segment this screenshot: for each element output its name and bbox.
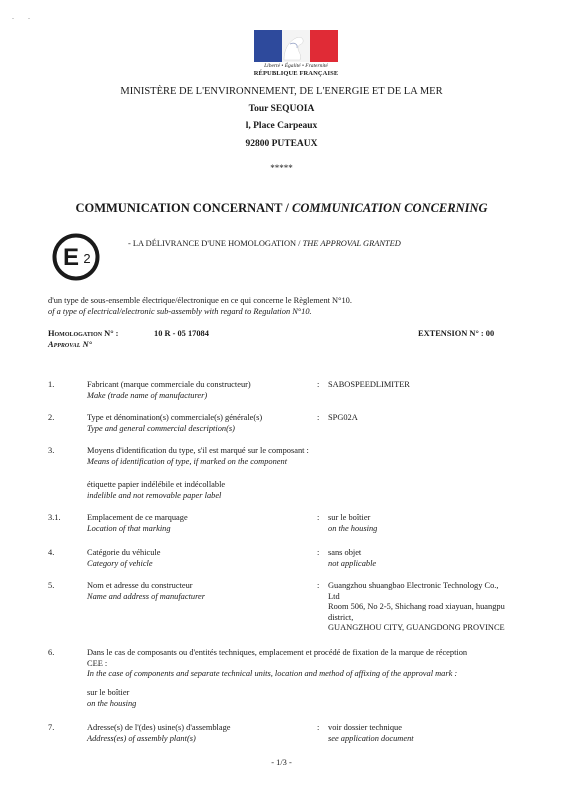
item-label-fr: Moyens d'identification du type, s'il est marqué sur le composant : <box>87 446 309 455</box>
manufacturer-line: district, <box>328 612 354 622</box>
address-line-1: Tour SEQUOIA <box>248 104 315 114</box>
intro-fr: d'un type de sous-ensemble électrique/électronique en ce qui concerne le Règlement N°10. <box>48 296 352 305</box>
item-colon: : <box>317 581 320 590</box>
item-colon: : <box>317 413 320 422</box>
homologation-label <box>48 329 118 350</box>
republic-logo <box>252 30 340 77</box>
item-label <box>87 446 537 467</box>
item-number: 6. <box>48 648 55 657</box>
item-number: 3.1. <box>48 513 61 522</box>
subject-line <box>128 239 401 250</box>
intro-text <box>48 296 548 317</box>
item-label <box>87 581 205 602</box>
item-colon: : <box>317 513 320 522</box>
subject-en: THE APPROVAL GRANTED <box>302 239 401 248</box>
item-label <box>87 548 161 569</box>
item-value <box>328 723 543 744</box>
item-value: SABOSPEEDLIMITER <box>328 380 410 389</box>
homologation-label-en: Approval N° <box>48 339 92 349</box>
address-line-2: l, Place Carpeaux <box>245 121 318 131</box>
item-label <box>87 513 188 534</box>
homologation-label-fr: Homologation N° : <box>48 329 119 338</box>
item-value-fr: sur le boîtier <box>328 513 371 522</box>
item-value-en: indelible and not removable paper label <box>87 490 222 500</box>
item-label-en: Category of vehicle <box>87 558 153 568</box>
item-label-fr: Dans le cas de composants ou d'entités techniques, emplacement et procédé de fixation de la marque de réception <box>87 648 468 657</box>
item-label <box>87 648 539 680</box>
item-label-fr: Nom et adresse du constructeur <box>87 581 193 590</box>
e-mark-icon <box>52 233 100 281</box>
item-value <box>87 480 225 501</box>
separator-stars: ***** <box>270 163 293 173</box>
item-value-fr: sur le boîtier <box>87 688 130 697</box>
item-colon: : <box>317 548 320 557</box>
item-number: 4. <box>48 548 55 557</box>
address-line-3: 92800 PUTEAUX <box>245 139 318 149</box>
manufacturer-line: Ltd <box>328 591 340 601</box>
item-label-fr: Emplacement de ce marquage <box>87 513 188 522</box>
item-value-en: see application document <box>328 733 414 743</box>
item-label <box>87 380 251 401</box>
item-label-fr: Catégorie du véhicule <box>87 548 161 557</box>
subject-fr: - LA DÉLIVRANCE D'UNE HOMOLOGATION / <box>128 239 301 248</box>
marianne-flag-icon <box>254 30 338 62</box>
item-value-en: not applicable <box>328 558 377 568</box>
item-colon: : <box>317 723 320 732</box>
item-label-fr: Type et dénomination(s) commerciale(s) générale(s) <box>87 413 263 422</box>
item-label-fr: Fabricant (marque commerciale du constructeur) <box>87 380 251 389</box>
item-value <box>328 548 543 569</box>
item-label-en: Location of that marking <box>87 523 171 533</box>
item-label <box>87 723 231 744</box>
item-value <box>328 581 543 634</box>
item-value-fr: sans objet <box>328 548 362 557</box>
item-value <box>87 688 136 709</box>
manufacturer-line: GUANGZHOU CITY, GUANGDONG PROVINCE <box>328 623 505 633</box>
item-value-fr: étiquette papier indélébile et indécollable <box>87 480 226 489</box>
item-label <box>87 413 262 434</box>
manufacturer-line: Guangzhou shuangbao Electronic Technology Co., <box>328 581 499 590</box>
e-mark-letter: E <box>62 244 80 271</box>
title-fr: COMMUNICATION CONCERNANT / <box>75 201 289 215</box>
item-label-en: Name and address of manufacturer <box>87 591 206 601</box>
title-en: COMMUNICATION CONCERNING <box>292 201 488 215</box>
item-number: 5. <box>48 581 55 590</box>
intro-en: of a type of electrical/electronic sub-assembly with regard to Regulation N°10. <box>48 306 312 316</box>
item-value-en: on the housing <box>328 523 378 533</box>
item-label-fr-2: CEE : <box>87 658 108 668</box>
item-value-en: on the housing <box>87 698 137 708</box>
extension-number: EXTENSION N° : 00 <box>418 329 495 338</box>
item-number: 3. <box>48 446 55 455</box>
ministry-name: MINISTÈRE DE L'ENVIRONNEMENT, DE L'ENERGIE ET DE LA MER <box>120 86 443 97</box>
manufacturer-line: Room 506, No 2-5, Shichang road xiayuan, huangpu <box>328 602 505 612</box>
homologation-number: 10 R - 05 17084 <box>154 329 209 338</box>
item-label-fr: Adresse(s) de l'(des) usine(s) d'assemblage <box>87 723 231 732</box>
item-colon: : <box>317 380 320 389</box>
page-number: - 1/3 - <box>271 758 292 767</box>
republic-motto: Liberté • Égalité • Fraternité <box>264 63 328 69</box>
item-label-en: Address(es) of assembly plant(s) <box>87 733 196 743</box>
republic-name: RÉPUBLIQUE FRANÇAISE <box>253 70 339 77</box>
item-value <box>328 513 543 534</box>
item-number: 2. <box>48 413 55 422</box>
item-number: 1. <box>48 380 55 389</box>
item-value: SPG02A <box>328 413 358 422</box>
item-number: 7. <box>48 723 55 732</box>
item-label-en: In the case of components and separate technical units, location and method of affixing of the approval mark : <box>87 669 458 679</box>
item-label-en: Means of identification of type, if marked on the component <box>87 456 288 466</box>
e-mark-number: 2 <box>83 251 91 266</box>
item-label-en: Type and general commercial description(s) <box>87 423 235 433</box>
scan-speck: . . <box>12 12 36 21</box>
item-value-fr: voir dossier technique <box>328 723 402 732</box>
document-title <box>0 201 563 216</box>
item-label-en: Make (trade name of manufacturer) <box>87 390 208 400</box>
